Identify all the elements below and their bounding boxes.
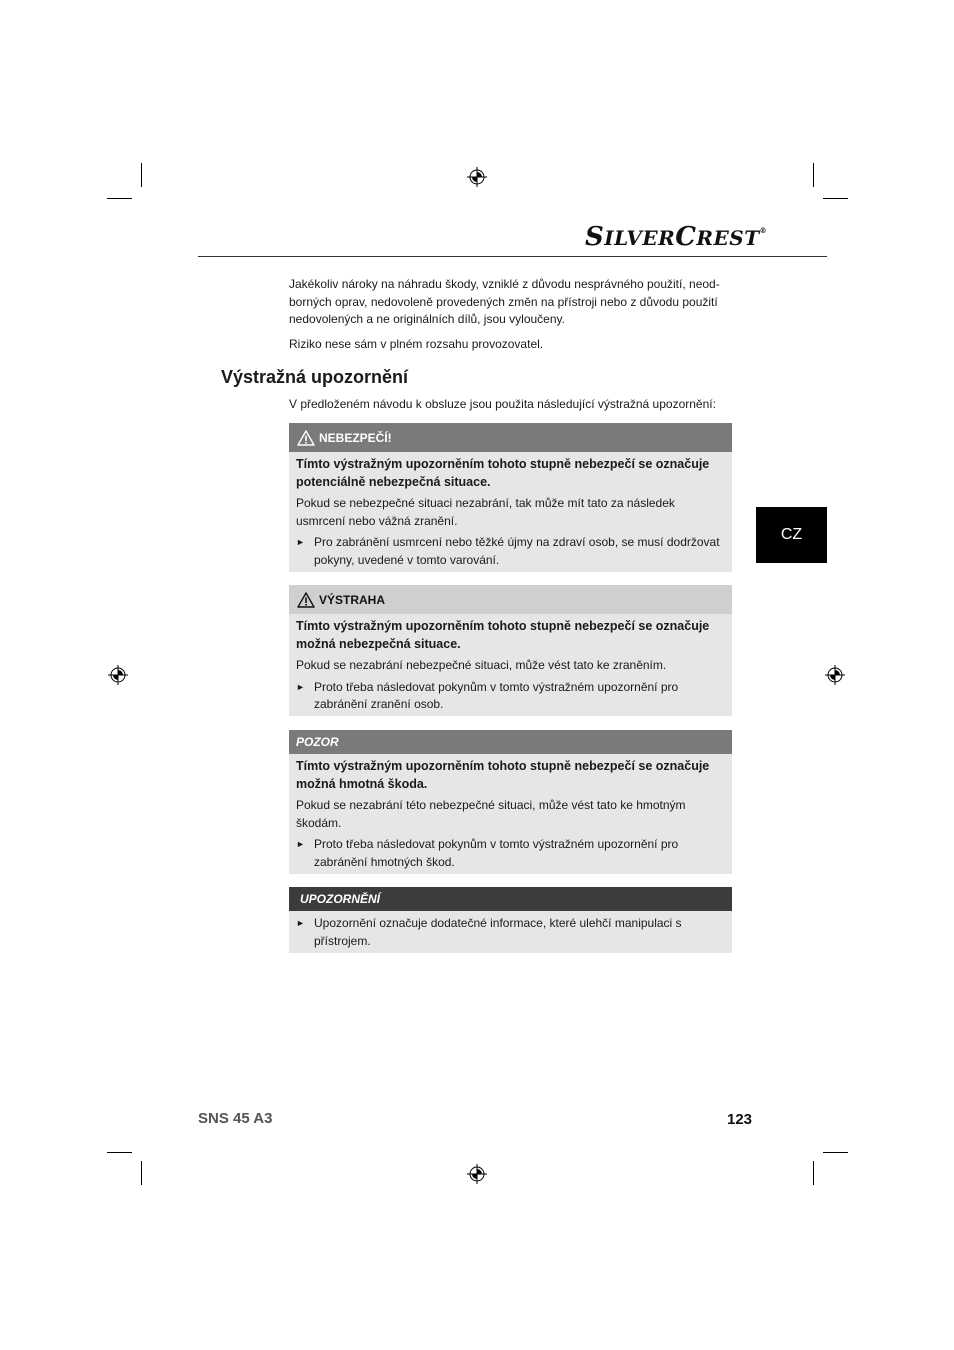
registration-mark-icon xyxy=(825,665,845,685)
caution-text: Pokud se nezabrání této nebezpečné situaci, může vést tato ke hmotným škodám. xyxy=(296,798,686,830)
bullet-arrow-icon: ► xyxy=(296,681,305,692)
language-tab-label: CZ xyxy=(780,526,803,543)
warning-box-header xyxy=(289,585,732,614)
danger-text: Pokud se nebezpečné situaci nezabrání, tak může mít tato za následek usmrcení nebo vážná zranění. xyxy=(296,496,675,528)
intro-paragraph: Riziko nese sám v plném rozsahu provozovatel. xyxy=(289,337,544,351)
crop-mark xyxy=(813,163,814,187)
warning-triangle-icon xyxy=(297,430,315,446)
list-item xyxy=(296,915,724,950)
warning-label: VÝSTRAHA xyxy=(319,592,386,607)
bullet-arrow-icon: ► xyxy=(296,537,305,547)
crop-mark xyxy=(813,1161,814,1185)
list-item xyxy=(296,679,724,714)
danger-label: NEBEZPEČÍ! xyxy=(319,430,392,445)
warning-bullet: Proto třeba následovat pokynům v tomto výstražném upozornění pro zabránění zranění osob. xyxy=(314,679,679,711)
section-title: Výstražná upozornění xyxy=(221,367,409,387)
warning-box xyxy=(289,585,732,716)
language-tab xyxy=(756,507,827,563)
note-box-header xyxy=(289,887,732,911)
page-number: 123 xyxy=(727,1111,753,1128)
header-divider xyxy=(198,256,827,257)
warning-triangle-icon xyxy=(297,592,315,608)
brand-logo: SILVERCREST® xyxy=(585,222,768,252)
caution-bullet: Proto třeba následovat pokynům v tomto výstražném upozornění pro zabránění hmotných škod. xyxy=(314,837,679,869)
crop-mark xyxy=(141,1161,142,1185)
caution-lead: Tímto výstražným upozorněním tohoto stupně nebezpečí se označuje možná hmotná škoda. xyxy=(296,759,710,791)
intro-paragraph: Jakékoliv nároky na náhradu škody, vzniklé z důvodu nesprávného použití, neod-borných oprav, nedovoleně provedených změn na přístroji nebo z důvodu použití nedovolených a ne originálních dílů, jsou vyloučeny. xyxy=(289,277,720,326)
danger-box-header xyxy=(289,423,732,452)
bullet-arrow-icon: ► xyxy=(296,839,305,849)
model-number: SNS 45 A3 xyxy=(198,1110,273,1127)
registration-mark-icon xyxy=(108,665,128,685)
warning-lead: Tímto výstražným upozorněním tohoto stupně nebezpečí se označuje možná nebezpečná situace. xyxy=(296,619,710,651)
caution-box-header xyxy=(289,730,732,754)
note-bullet: Upozornění označuje dodatečné informace, které ulehčí manipulaci s přístrojem. xyxy=(314,916,682,948)
list-item xyxy=(296,836,724,871)
bullet-arrow-icon: ► xyxy=(296,918,305,928)
crop-mark xyxy=(823,1152,848,1153)
caution-box xyxy=(289,730,732,874)
registration-mark-icon xyxy=(467,167,487,187)
crop-mark xyxy=(823,198,848,199)
note-box xyxy=(289,887,732,953)
section-intro: V předloženém návodu k obsluze jsou použita následující výstražná upozornění: xyxy=(289,397,716,411)
note-label: UPOZORNĚNÍ xyxy=(300,892,381,906)
crop-mark xyxy=(141,163,142,187)
crop-mark xyxy=(107,198,132,199)
warning-text: Pokud se nezabrání nebezpečné situaci, může vést tato ke zraněním. xyxy=(296,658,667,672)
danger-lead: Tímto výstražným upozorněním tohoto stupně nebezpečí se označuje potenciálně nebezpečná situace. xyxy=(296,457,710,489)
crop-mark xyxy=(107,1152,132,1153)
danger-box xyxy=(289,423,732,572)
list-item xyxy=(296,534,724,569)
danger-bullet: Pro zabránění usmrcení nebo těžké újmy na zdraví osob, se musí dodržovat pokyny, uvedené v tomto varování. xyxy=(314,535,720,567)
caution-label: POZOR xyxy=(296,735,339,749)
registration-mark-icon xyxy=(467,1164,487,1184)
